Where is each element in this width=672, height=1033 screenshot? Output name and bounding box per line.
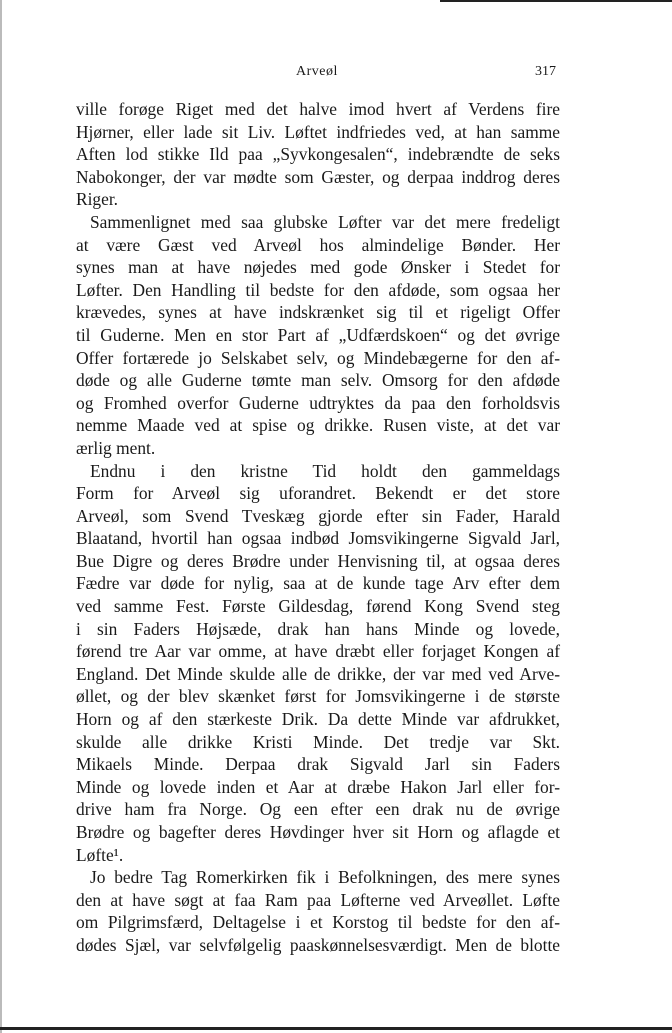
text-line: Nabokonger, der var mødte som Gæster, og derpaa inddrog deres [76, 166, 560, 187]
text-line: England. Det Minde skulde alle de drikke, der var med ved Arve- [76, 663, 560, 684]
text-line: dødes Sjæl, var selvfølgelig paaskønnelsesværdigt. Men de blotte [76, 934, 560, 955]
text-line: Riger. [76, 189, 119, 210]
page-header [76, 64, 556, 84]
top-edge-rule [440, 0, 672, 2]
text-line: ville forøge Riget med det halve imod hvert af Verdens fire [76, 99, 560, 119]
text-line: om Pilgrimsfærd, Deltagelse i et Korstog til bedste for den af- [76, 912, 560, 933]
text-line: Hjørner, eller lade sit Liv. Løftet indfriedes ved, at han samme [76, 121, 560, 142]
text-line: Blaatand, hvortil han ogsaa indbød Jomsvikingerne Sigvald Jarl, [76, 528, 560, 549]
text-line: Aften lod stikke Ild paa „Syvkongesalen“, indebrændte de seks [76, 144, 560, 165]
text-line: den at have søgt at faa Ram paa Løfterne ved Arveøllet. Løfte [76, 889, 560, 910]
text-line: til Guderne. Men en stor Part af „Udfærdskoen“ og det øvrige [76, 324, 560, 345]
text-line: krævedes, synes at have indskrænket sig til et rigeligt Offer [76, 302, 560, 323]
text-line: ved samme Fest. Første Gildesdag, førend Kong Svend steg [76, 596, 560, 617]
text-line: i sin Faders Højsæde, drak han hans Minde og lovede, [76, 618, 560, 639]
text-line: Løfter. Den Handling til bedste for den afdøde, som ogsaa her [76, 279, 560, 300]
text-line: Jo bedre Tag Romerkirken fik i Befolkningen, des mere synes [90, 867, 560, 888]
text-line: Sammenlignet med saa glubske Løfter var det mere fredeligt [90, 211, 560, 232]
text-line: og Fromhed overfor Guderne udtryktes da paa den forholdsvis [76, 392, 560, 413]
text-line: døde og alle Guderne tømte man selv. Omsorg for den afdøde [76, 370, 560, 391]
text-line: Minde og lovede inden et Aar at dræbe Hakon Jarl eller for- [76, 776, 560, 797]
text-line: Form for Arveøl sig uforandret. Bekendt er det store [76, 483, 560, 504]
text-line: Arveøl, som Svend Tveskæg gjorde efter sin Fader, Harald [76, 505, 560, 526]
text-line: at være Gæst ved Arveøl hos almindelige Bønder. Her [76, 234, 560, 255]
text-line: Brødre og bagefter deres Høvdinger hver sit Horn og aflagde et [76, 822, 560, 842]
text-line: ærlig ment. [76, 437, 156, 458]
page-number: 317 [535, 64, 556, 79]
text-line: skulde alle drikke Kristi Minde. Det tredje var Skt. [76, 731, 560, 752]
text-line: Offer fortærede jo Selskabet selv, og Mindebægerne for den af- [76, 347, 560, 368]
left-page-edge [0, 0, 2, 1033]
text-line: nemme Maade ved at spise og drikke. Rusen viste, at det var [76, 415, 560, 436]
bottom-edge-rule [0, 1027, 672, 1030]
text-line: Løfte¹. [76, 844, 124, 865]
text-line: øllet, og der blev skænket først for Jomsvikingerne i de største [76, 686, 560, 707]
text-line: Horn og af den stærkeste Drik. Da dette Minde var afdrukket, [76, 709, 560, 730]
text-line: Mikaels Minde. Derpaa drak Sigvald Jarl sin Faders [76, 754, 560, 775]
body-text [76, 98, 560, 957]
text-line: drive ham fra Norge. Og een efter een drak nu de øvrige [76, 799, 560, 820]
running-title: Arveøl [296, 64, 338, 79]
text-line: førend tre Aar var omme, at have dræbt eller forjaget Kongen af [76, 641, 560, 662]
text-line: Fædre var døde for nylig, saa at de kunde tage Arv efter dem [76, 573, 560, 594]
text-line: Bue Digre og deres Brødre under Henvisning til, at ogsaa deres [76, 550, 560, 571]
text-line: Endnu i den kristne Tid holdt den gammeldags [90, 460, 560, 481]
text-line: synes man at have nøjedes med gode Ønsker i Stedet for [76, 257, 560, 278]
